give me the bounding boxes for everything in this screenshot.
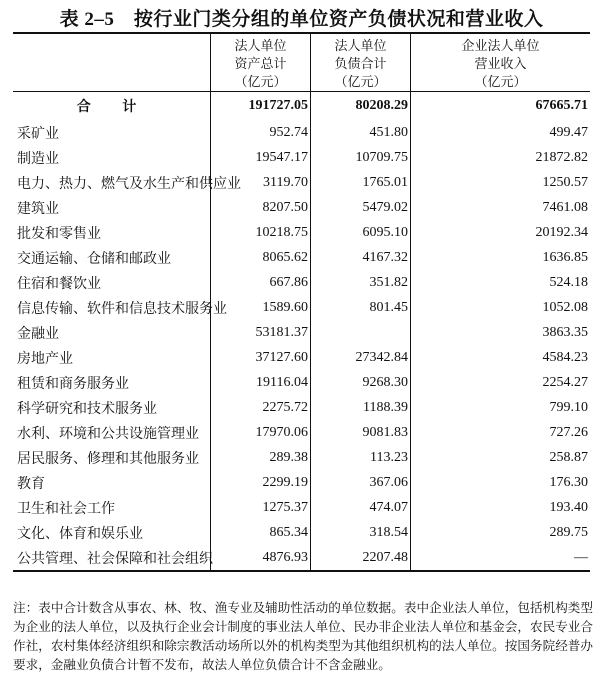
industry-label: 居民服务、修理和其他服务业 [17,451,199,467]
revenue-cell: 4584.23 [410,345,590,370]
industry-label: 公共管理、社会保障和社会组织 [17,551,213,567]
industry-label: 采矿业 [17,126,59,142]
liabilities-cell: 351.82 [310,270,410,295]
footnote: 注：表中合计数含从事农、林、牧、渔专业及辅助性活动的单位数据。表中企业法人单位，包括机构类型为企业的法人单位，以及执行企业会计制度的事业法人单位、民办非企业法人单位和基金会，农民专业合作社，农村集体经济组织和除宗教活动场所以外的机构类型为其他组织机构的法人单位。按国务院经普办要求，金融业负债合计暂不发布，故法人单位负债合计不含金融业。 [13,601,593,672]
liabilities-cell: 2207.48 [310,545,410,570]
liabilities-cell: 5479.02 [310,195,410,220]
table-row [13,445,590,470]
header-line: 企业法人单位 [461,37,540,53]
assets-cell: 2299.19 [210,470,310,495]
table-row [13,120,590,145]
header-line: （亿元） [234,73,287,89]
industry-label: 批发和零售业 [17,226,101,242]
table-row [13,245,590,270]
table-row [13,520,590,545]
liabilities-cell: 9268.30 [310,370,410,395]
industry-label: 金融业 [17,326,59,342]
assets-cell: 19116.04 [210,370,310,395]
industry-label: 教育 [17,476,45,492]
revenue-cell: 727.26 [410,420,590,445]
industry-label: 文化、体育和娱乐业 [17,526,143,542]
liabilities-cell [310,320,410,345]
header-line: 营业收入 [474,55,527,71]
table-header [13,34,590,92]
liabilities-cell: 6095.10 [310,220,410,245]
revenue-cell: 193.40 [410,495,590,520]
total-row [13,92,590,120]
table-row [13,370,590,395]
total-liabilities: 80208.29 [310,92,410,120]
revenue-cell: 3863.35 [410,320,590,345]
assets-cell: 4876.93 [210,545,310,570]
liabilities-cell: 1765.01 [310,170,410,195]
header-line: （亿元） [334,73,387,89]
liabilities-cell: 27342.84 [310,345,410,370]
table-row [13,220,590,245]
revenue-cell: 21872.82 [410,145,590,170]
liabilities-cell: 9081.83 [310,420,410,445]
assets-cell: 17970.06 [210,420,310,445]
table-row [13,320,590,345]
table-row [13,170,590,195]
table-row [13,470,590,495]
data-table [13,32,590,572]
revenue-cell: — [410,545,590,570]
industry-label: 租赁和商务服务业 [17,376,129,392]
revenue-cell: 258.87 [410,445,590,470]
liabilities-cell: 318.54 [310,520,410,545]
total-label: 合 计 [76,100,151,115]
industry-label: 卫生和社会工作 [17,501,115,517]
table-row [13,345,590,370]
liabilities-cell: 451.80 [310,120,410,145]
header-liabilities [310,34,410,91]
assets-cell: 952.74 [210,120,310,145]
industry-label: 建筑业 [17,201,59,217]
assets-cell: 865.34 [210,520,310,545]
industry-label: 科学研究和技术服务业 [17,401,157,417]
total-assets: 191727.05 [210,92,310,120]
industry-label: 交通运输、仓储和邮政业 [17,251,171,267]
assets-cell: 667.86 [210,270,310,295]
table-body [13,120,590,570]
industry-label: 制造业 [17,151,59,167]
table-row [13,420,590,445]
table-row [13,295,590,320]
assets-cell: 19547.17 [210,145,310,170]
liabilities-cell: 4167.32 [310,245,410,270]
header-line: （亿元） [474,73,527,89]
liabilities-cell: 10709.75 [310,145,410,170]
header-line: 资产总计 [234,55,287,71]
industry-label: 房地产业 [17,351,73,367]
table-row [13,395,590,420]
liabilities-cell: 367.06 [310,470,410,495]
revenue-cell: 1052.08 [410,295,590,320]
industry-label: 电力、热力、燃气及水生产和供应业 [17,176,241,192]
table-row [13,270,590,295]
assets-cell: 10218.75 [210,220,310,245]
revenue-cell: 20192.34 [410,220,590,245]
liabilities-cell: 1188.39 [310,395,410,420]
industry-label: 信息传输、软件和信息技术服务业 [17,301,227,317]
assets-cell: 1275.37 [210,495,310,520]
header-blank [13,34,210,91]
assets-cell: 3119.70 [210,170,310,195]
assets-cell: 37127.60 [210,345,310,370]
revenue-cell: 524.18 [410,270,590,295]
liabilities-cell: 113.23 [310,445,410,470]
total-revenue: 67665.71 [410,92,590,120]
header-assets [210,34,310,91]
industry-label: 水利、环境和公共设施管理业 [17,426,199,442]
assets-cell: 2275.72 [210,395,310,420]
header-line: 法人单位 [334,37,387,53]
liabilities-cell: 801.45 [310,295,410,320]
revenue-cell: 1636.85 [410,245,590,270]
revenue-cell: 7461.08 [410,195,590,220]
table-row [13,145,590,170]
liabilities-cell: 474.07 [310,495,410,520]
assets-cell: 8065.62 [210,245,310,270]
header-revenue [410,34,590,91]
table-title: 表 2–5 按行业门类分组的单位资产负债状况和营业收入 [59,9,544,30]
assets-cell: 289.38 [210,445,310,470]
revenue-cell: 2254.27 [410,370,590,395]
revenue-cell: 289.75 [410,520,590,545]
revenue-cell: 499.47 [410,120,590,145]
header-line: 法人单位 [234,37,287,53]
assets-cell: 1589.60 [210,295,310,320]
revenue-cell: 176.30 [410,470,590,495]
table-row [13,545,590,570]
revenue-cell: 799.10 [410,395,590,420]
table-row [13,195,590,220]
header-line: 负债合计 [334,55,387,71]
assets-cell: 53181.37 [210,320,310,345]
table-row [13,495,590,520]
assets-cell: 8207.50 [210,195,310,220]
revenue-cell: 1250.57 [410,170,590,195]
industry-label: 住宿和餐饮业 [17,276,101,292]
